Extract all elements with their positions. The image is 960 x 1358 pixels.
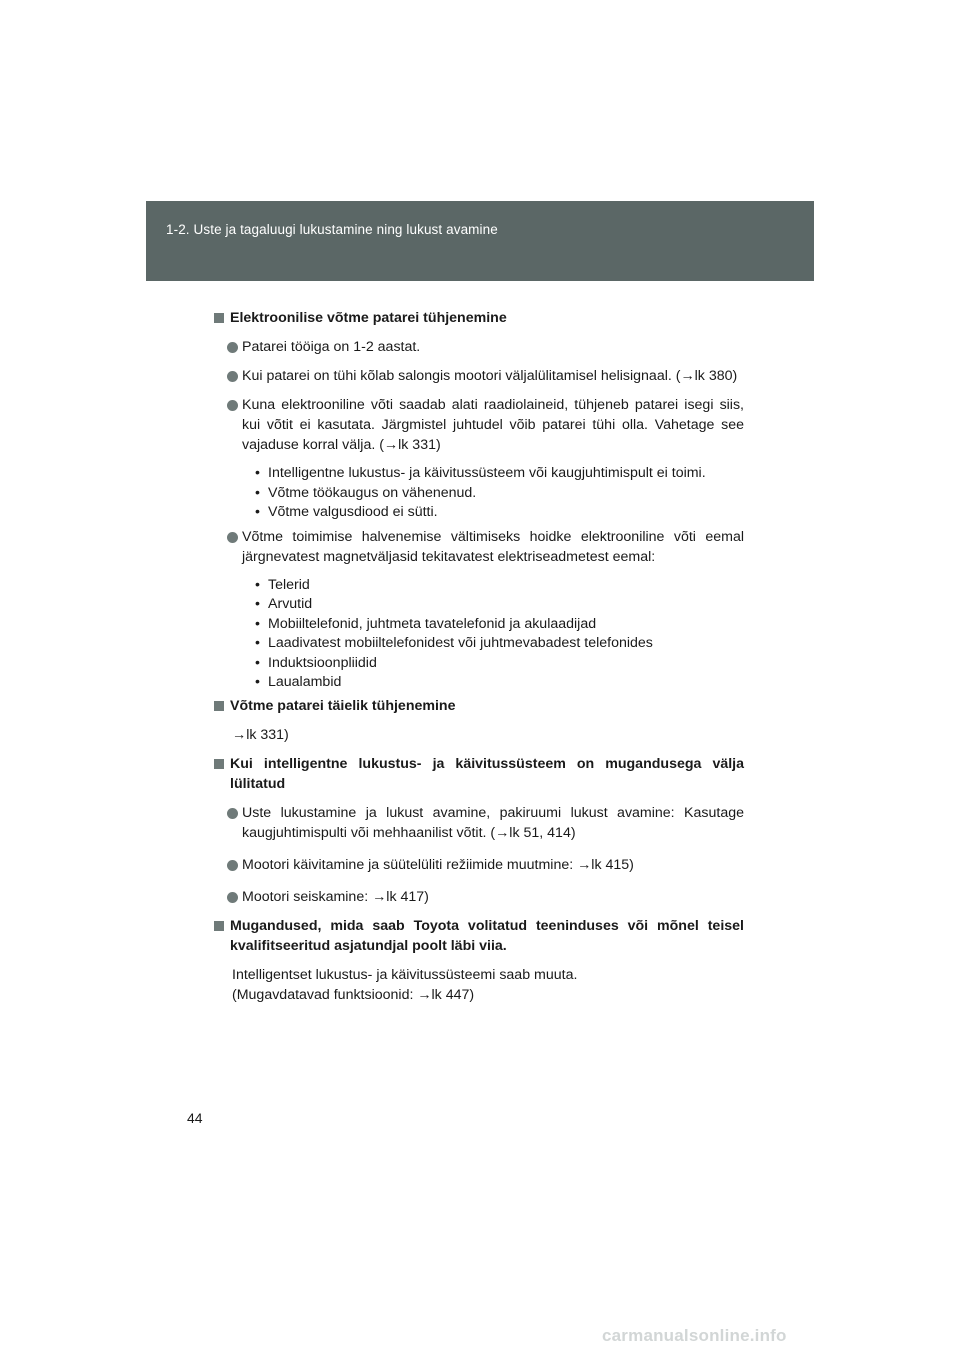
sub-list-item [214, 634, 744, 654]
sub-item-text: Telerid [268, 576, 310, 593]
square-bullet-icon [214, 701, 224, 711]
dot-marker-icon: • [255, 654, 260, 671]
page-number: 44 [187, 1110, 203, 1126]
dot-marker-icon: • [255, 465, 260, 481]
circle-bullet-icon [227, 808, 238, 819]
sub-list-item [214, 615, 744, 635]
cross-reference-text: →lk 331) [232, 726, 289, 743]
bullet-text: Mootori seiskamine: →lk 417) [242, 888, 429, 905]
square-bullet-icon [214, 921, 224, 931]
sub-list-item [214, 595, 744, 615]
bullet-item [214, 855, 744, 875]
heading-full-battery-depletion [214, 696, 744, 716]
bullet-item [214, 887, 744, 907]
sub-item-text: Laualambid [268, 674, 342, 690]
sub-list-item [214, 503, 744, 523]
dot-marker-icon: • [255, 635, 260, 651]
section-header-bar [146, 201, 814, 281]
bullet-item [214, 395, 744, 455]
sub-item-text: Induktsioonpliidid [268, 654, 377, 671]
bullet-item [214, 337, 744, 357]
dot-marker-icon: • [255, 576, 260, 593]
heading-customizations [214, 916, 744, 956]
watermark: carmanualsonline.info [602, 1326, 787, 1345]
bullet-text: Võtme toimimise halvenemise vältimiseks hoidke elektrooniline võti eemal järgnevatest magnetväljasid tekitavatest elektriseadmetest eemal: [242, 528, 744, 565]
bullet-text: Kui patarei on tühi kõlab salongis mootori väljalülitamisel helisignaal. (→lk 380) [242, 368, 738, 384]
dot-marker-icon: • [255, 615, 260, 632]
circle-bullet-icon [227, 892, 238, 903]
sub-item-text: Võtme töökaugus on vähenenud. [268, 484, 477, 501]
dot-marker-icon: • [255, 596, 260, 612]
sub-item-text: Laadivatest mobiiltelefonidest või juhtmevabadest telefonides [268, 635, 653, 651]
bullet-item [214, 366, 744, 386]
sub-list-item [214, 484, 744, 504]
sub-list-item [214, 576, 744, 596]
bullet-text: Mootori käivitamine ja süütelüliti režiimide muutmine: →lk 415) [242, 856, 634, 873]
customization-text: Intelligentset lukustus- ja käivitussüsteemi saab muuta. [232, 966, 578, 983]
sub-list-item [214, 654, 744, 674]
bullet-item [214, 803, 744, 843]
bullet-text: Uste lukustamine ja lukust avamine, pakiruumi lukust avamine: Kasutage kaugjuhtimispulti või mehhaanilist võtit. (→lk 51, 414) [242, 804, 744, 841]
heading-text: Elektroonilise võtme patarei tühjenemine [230, 310, 507, 326]
sub-item-text: Võtme valgusdiood ei sütti. [268, 504, 438, 520]
sub-list-item [214, 464, 744, 484]
circle-bullet-icon [227, 532, 238, 543]
circle-bullet-icon [227, 371, 238, 382]
bullet-item [214, 527, 744, 567]
bullet-text: Kuna elektrooniline võti saadab alati raadiolaineid, tühjeneb patarei isegi siis, kui võtit ei kasutata. Järgmistel juhtudel võib patarei tühi olla. Vahetage see vajaduse korral välja. (→lk 331) [242, 397, 744, 453]
section-title: 1-2. Uste ja tagaluugi lukustamine ning lukust avamine [166, 222, 498, 237]
dot-marker-icon: • [255, 484, 260, 501]
heading-text: Kui intelligentne lukustus- ja käivitussüsteem on mugandusega välja lülitatud [230, 755, 744, 792]
heading-key-battery-depletion [214, 308, 744, 328]
sub-list-item [214, 673, 744, 693]
heading-text: Mugandused, mida saab Toyota volitatud teeninduses või mõnel teisel kvalifitseeritud asjatundjal poolt läbi viia. [230, 917, 744, 954]
sub-item-text: Arvutid [268, 596, 313, 612]
sub-item-text: Intelligentne lukustus- ja käivitussüsteem või kaugjuhtimispult ei toimi. [268, 465, 706, 481]
sub-item-text: Mobiiltelefonid, juhtmeta tavatelefonid ja akulaadijad [268, 615, 597, 632]
heading-text: Võtme patarei täielik tühjenemine [230, 697, 456, 714]
square-bullet-icon [214, 759, 224, 769]
dot-marker-icon: • [255, 504, 260, 520]
circle-bullet-icon [227, 400, 238, 411]
square-bullet-icon [214, 313, 224, 323]
heading-system-disabled [214, 754, 744, 794]
page-content [214, 308, 744, 1005]
customization-reference: (Mugavdatavad funktsioonid: →lk 447) [232, 986, 475, 1003]
circle-bullet-icon [227, 860, 238, 871]
circle-bullet-icon [227, 342, 238, 353]
bullet-text: Patarei tööiga on 1-2 aastat. [242, 339, 421, 355]
dot-marker-icon: • [255, 674, 260, 690]
